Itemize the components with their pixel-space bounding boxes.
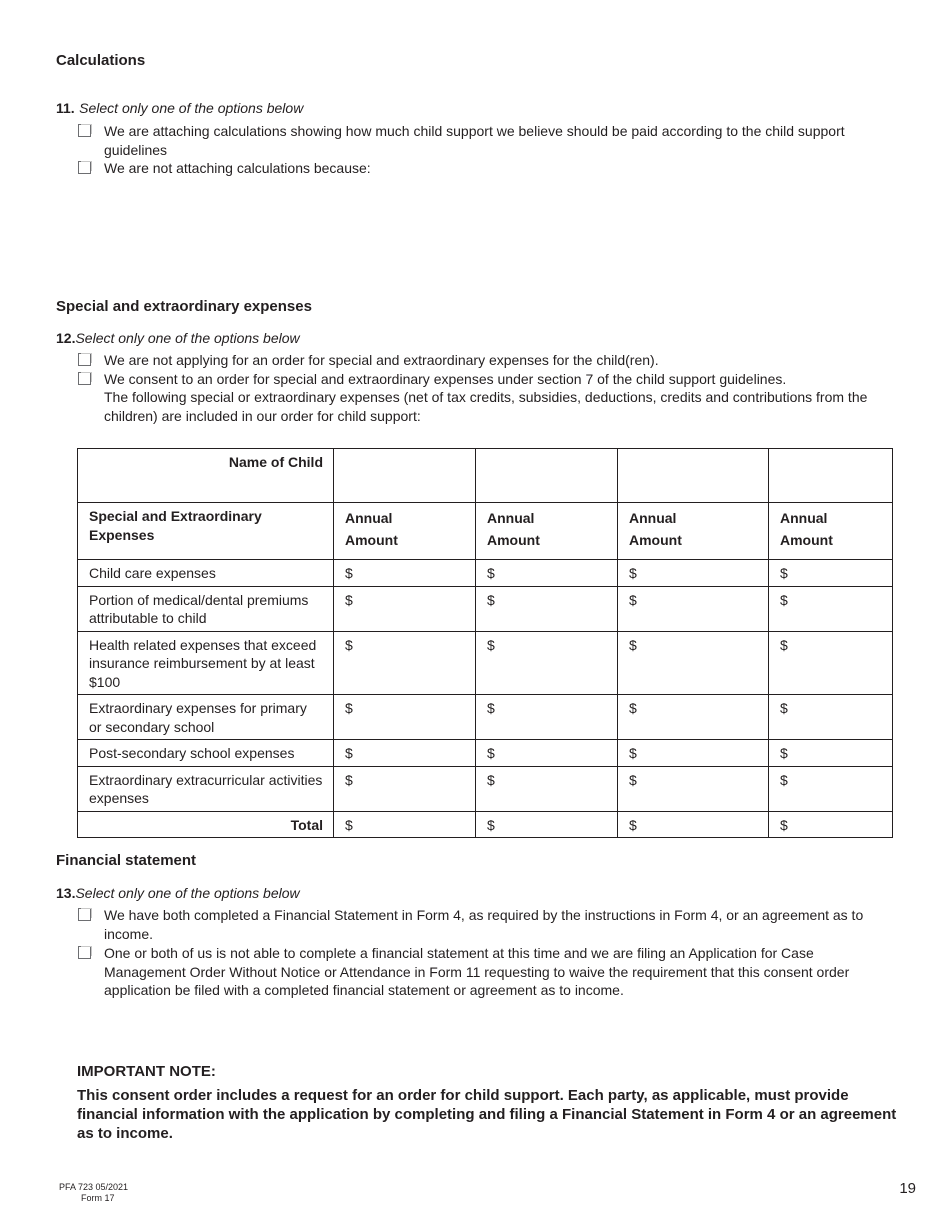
table-header-row [78,449,893,503]
question-instruction: Select only one of the options below [75,885,300,901]
calculations-heading: Calculations [56,52,146,69]
expense-label: Extraordinary extracurricular activities expenses [78,766,334,811]
question-number: 13. [56,885,76,901]
checkbox[interactable] [78,946,91,959]
option-label: We are not applying for an order for special and extraordinary expenses for the child(ren). [104,352,659,368]
form-number: Form 17 [81,1193,115,1203]
annual-label: Annual [487,510,535,526]
question-13 [56,885,300,903]
amount-cell[interactable]: $ [618,766,769,811]
amount-cell[interactable]: $ [334,631,476,695]
table-row [78,766,893,811]
amount-cell[interactable]: $ [769,740,893,767]
option-label: We are not attaching calculations because: [104,160,371,176]
checkbox[interactable] [78,124,91,137]
form-code: PFA 723 05/2021 [59,1182,129,1192]
total-amount-cell[interactable]: $ [618,811,769,838]
question-12 [56,330,300,348]
financial-option-not-able [78,944,868,1000]
special-continuation: The following special or extraordinary expenses (net of tax credits, subsidies, deductions, credits and contributions from the children) are included in our order for child support: [104,389,868,424]
amount-label: Amount [345,532,398,548]
annual-label: Annual [629,510,677,526]
amount-cell[interactable]: $ [618,586,769,631]
expense-label: Child care expenses [78,560,334,587]
amount-label: Amount [487,532,540,548]
child-name-cell[interactable] [618,449,769,503]
amount-cell[interactable]: $ [334,586,476,631]
expense-label: Health related expenses that exceed insurance reimbursement by at least $100 [78,631,334,695]
amount-cell[interactable]: $ [618,631,769,695]
special-expenses-heading: Special and extraordinary expenses [56,298,312,315]
important-note-body: This consent order includes a request for an order for child support. Each party, as applicable, must provide financial information with the application by completing and filing a Financial Statement in Form 4 or an agreement as to income. [77,1087,897,1142]
expense-label: Portion of medical/dental premiums attributable to child [78,586,334,631]
amount-cell[interactable]: $ [334,740,476,767]
expenses-table [77,448,893,838]
total-label: Total [78,811,334,838]
amount-cell[interactable]: $ [769,560,893,587]
annual-label: Annual [345,510,393,526]
amount-cell[interactable]: $ [618,695,769,740]
option-label: We have both completed a Financial Statement in Form 4, as required by the instructions in Form 4, or an agreement as to income. [104,907,864,942]
amount-cell[interactable]: $ [476,695,618,740]
amount-cell[interactable]: $ [334,560,476,587]
question-instruction: Select only one of the options below [75,330,300,346]
amount-cell[interactable]: $ [618,740,769,767]
amount-cell[interactable]: $ [769,695,893,740]
calc-option-attaching [78,122,868,159]
amount-cell[interactable]: $ [334,695,476,740]
question-instruction: Select only one of the options below [79,100,304,116]
table-header-row [78,503,893,560]
total-amount-cell[interactable]: $ [769,811,893,838]
table-row [78,740,893,767]
amount-cell[interactable]: $ [476,560,618,587]
checkbox[interactable] [78,372,91,385]
amount-cell[interactable]: $ [476,740,618,767]
checkbox[interactable] [78,161,91,174]
special-option-not-applying [78,351,868,370]
expense-label: Extraordinary expenses for primary or secondary school [78,695,334,740]
table-row [78,560,893,587]
total-row [78,811,893,838]
table-row [78,586,893,631]
annual-amount-header [618,503,769,560]
name-of-child-label: Name of Child [78,449,334,503]
page-number: 19 [899,1180,916,1197]
financial-statement-heading: Financial statement [56,852,197,869]
total-amount-cell[interactable]: $ [476,811,618,838]
table-row [78,695,893,740]
checkbox[interactable] [78,353,91,366]
amount-label: Amount [780,532,833,548]
checkbox[interactable] [78,908,91,921]
amount-cell[interactable]: $ [618,560,769,587]
annual-amount-header [769,503,893,560]
child-name-cell[interactable] [334,449,476,503]
total-amount-cell[interactable]: $ [334,811,476,838]
amount-cell[interactable]: $ [476,586,618,631]
amount-cell[interactable]: $ [769,586,893,631]
expenses-header: Special and Extraordinary Expenses [78,503,334,560]
calc-option-not-attaching [78,159,868,178]
annual-label: Annual [780,510,828,526]
amount-label: Amount [629,532,682,548]
table-row [78,631,893,695]
option-label: One or both of us is not able to complete a financial statement at this time and we are filing an Application for Case Management Order Without Notice or Attendance in Form 11 requesting to waive the requirement that this consent order application be filed with a completed financial statement or agreement as to income. [104,945,850,998]
child-name-cell[interactable] [476,449,618,503]
amount-cell[interactable]: $ [476,631,618,695]
amount-cell[interactable]: $ [334,766,476,811]
amount-cell[interactable]: $ [476,766,618,811]
annual-amount-header [334,503,476,560]
amount-cell[interactable]: $ [769,631,893,695]
child-name-cell[interactable] [769,449,893,503]
option-label: We consent to an order for special and extraordinary expenses under section 7 of the child support guidelines. [104,371,787,387]
amount-cell[interactable]: $ [769,766,893,811]
financial-option-completed [78,906,868,943]
special-option-consent [78,370,868,389]
question-11 [56,100,303,118]
important-note-title: IMPORTANT NOTE: [77,1063,216,1080]
option-label: We are attaching calculations showing how much child support we believe should be paid according to the child support guidelines [104,123,845,158]
question-number: 12. [56,330,76,346]
question-number: 11. [56,100,75,116]
annual-amount-header [476,503,618,560]
expense-label: Post-secondary school expenses [78,740,334,767]
